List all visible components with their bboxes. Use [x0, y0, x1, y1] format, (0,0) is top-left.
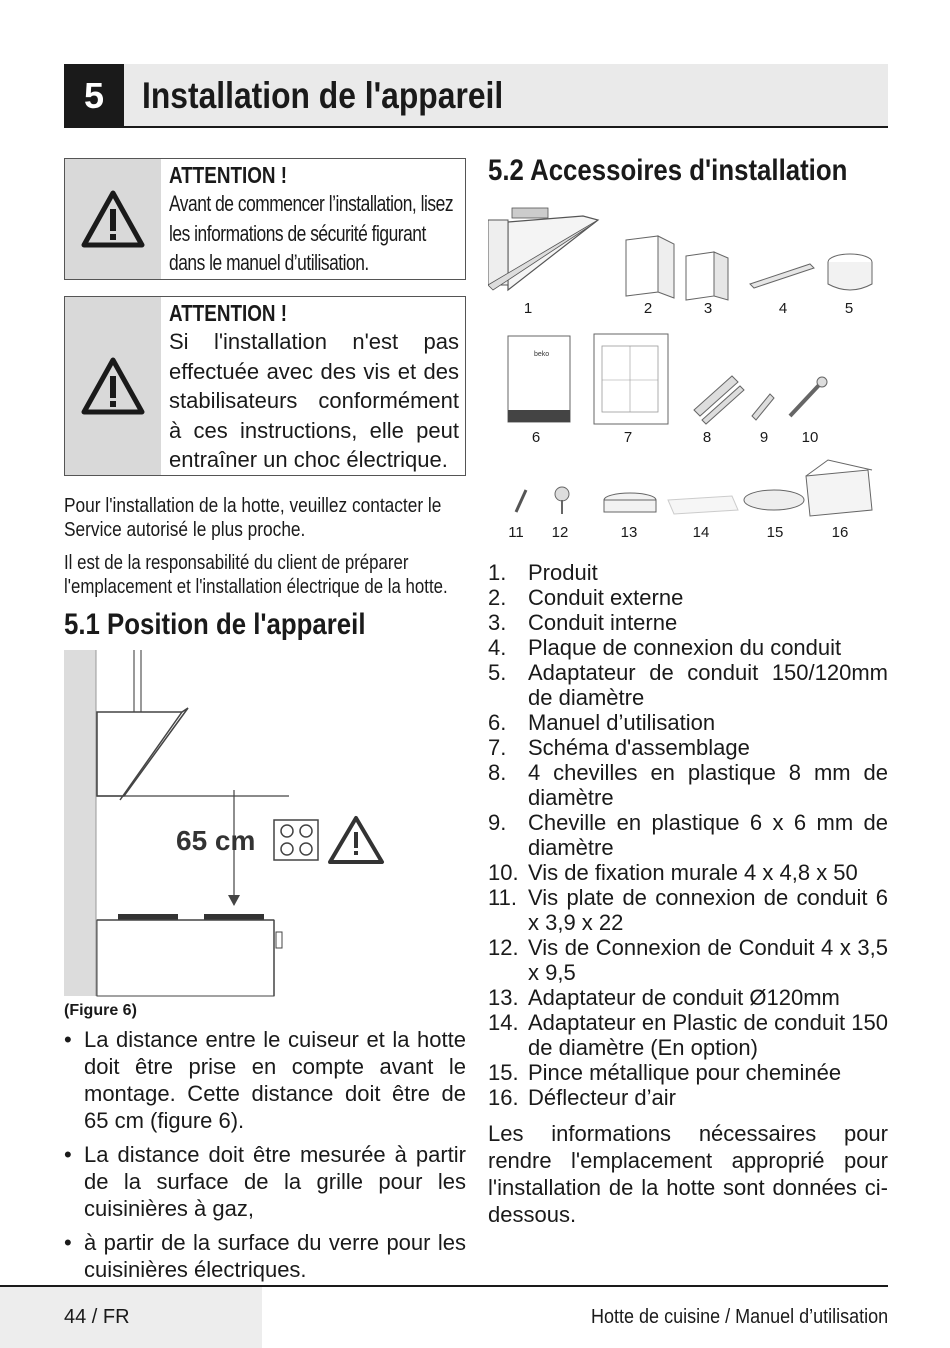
- figure-label: 10: [801, 429, 819, 446]
- figure-label: 7: [623, 429, 633, 446]
- figure-label: 9: [759, 429, 769, 446]
- list-item: 4. Plaque de connexion du conduit: [488, 635, 842, 660]
- chapter-number: 5: [64, 64, 124, 128]
- footer-divider: [0, 1285, 888, 1287]
- figure-label: 6: [531, 429, 541, 446]
- hood-position-figure: [64, 650, 394, 1000]
- figure-label: 13: [620, 524, 638, 541]
- figure-label: 14: [692, 524, 710, 541]
- figure-label: 4: [778, 300, 788, 317]
- list-item: 15. Pince métallique pour cheminée: [488, 1060, 842, 1085]
- intro-paragraph-2: Il est de la responsabilité du client de préparer l'emplacement et l'installation électrique de la hotte.: [64, 552, 448, 598]
- figure-label: 15: [766, 524, 784, 541]
- list-item: 3. Conduit interne: [488, 610, 678, 635]
- list-item: 16. Déflecteur d’air: [488, 1085, 676, 1110]
- figure-label: 3: [703, 300, 713, 317]
- list-item: 14. Adaptateur en Plastic de conduit 150 de diamètre (En option): [488, 1010, 888, 1060]
- figure-label: 16: [831, 524, 849, 541]
- list-item: • à partir de la surface du verre pour les cuisinières électriques.: [64, 1230, 466, 1282]
- figure-label: 5: [844, 300, 854, 317]
- figure-label: 2: [643, 300, 653, 317]
- accessories-list: [488, 560, 888, 1110]
- footer-title: Hotte de cuisine / Manuel d’utilisation: [590, 1306, 888, 1328]
- figure-label: 11: [508, 524, 524, 541]
- chapter-title: Installation de l'appareil: [142, 75, 504, 116]
- list-item: 10. Vis de fixation murale 4 x 4,8 x 50: [488, 860, 858, 885]
- warning-text: Si l'installation n'est pas effectuée avec des vis et des stabilisateurs conformément à ces instructions, elle peut entraîner un choc électrique.: [169, 329, 459, 472]
- list-item: 8. 4 chevilles en plastique 8 mm de diamètre: [488, 760, 888, 810]
- footer-shade: [0, 1287, 262, 1348]
- warning-box-2: [64, 296, 466, 476]
- list-item: 12. Vis de Connexion de Conduit 4 x 3,5 x 9,5: [488, 935, 888, 985]
- list-item: • La distance doit être mesurée à partir de la surface de la grille pour les cuisinières à gaz,: [64, 1142, 466, 1221]
- warning-icon: [65, 297, 161, 475]
- list-item: 7. Schéma d'assemblage: [488, 735, 750, 760]
- list-item: • La distance entre le cuiseur et la hotte doit être prise en compte avant le montage. Cette distance doit être de 65 cm (figure 6).: [64, 1027, 466, 1133]
- page-number: 44 / FR: [64, 1306, 130, 1328]
- list-item: 11. Vis plate de connexion de conduit 6 x 3,9 x 22: [488, 885, 888, 935]
- warning-title: ATTENTION !: [169, 162, 288, 188]
- list-item: 1. Produit: [488, 560, 598, 585]
- intro-paragraph-1: Pour l'installation de la hotte, veuillez contacter le Service autorisé le plus proche.: [64, 495, 442, 541]
- list-item: 9. Cheville en plastique 6 x 6 mm de diamètre: [488, 810, 888, 860]
- figure-label: 1: [523, 300, 533, 317]
- figure-caption: (Figure 6): [64, 1002, 137, 1019]
- accessories-figure: [488, 200, 888, 550]
- warning-icon: [65, 159, 161, 279]
- warning-text: Avant de commencer l’installation, lisez les informations de sécurité figurant dans le manuel d’utilisation.: [169, 191, 454, 275]
- distance-label: 65 cm: [176, 825, 256, 856]
- list-item: 6. Manuel d’utilisation: [488, 710, 716, 735]
- warning-box-1: [64, 158, 466, 280]
- closing-paragraph: Les informations nécessaires pour rendre l'emplacement approprié pour l'installation de la hotte sont données ci-dessous.: [488, 1121, 888, 1227]
- list-item: 5. Adaptateur de conduit 150/120mm de diamètre: [488, 660, 888, 710]
- figure-label: 12: [551, 524, 569, 541]
- warning-title: ATTENTION !: [169, 300, 288, 326]
- chapter-header: [64, 64, 888, 128]
- section-title-accessories: 5.2 Accessoires d'installation: [488, 154, 848, 187]
- section-title-position: 5.1 Position de l'appareil: [64, 608, 366, 641]
- svg-text:beko: beko: [534, 351, 550, 358]
- figure-label: 8: [702, 429, 712, 446]
- list-item: 13. Adaptateur de conduit Ø120mm: [488, 985, 840, 1010]
- list-item: 2. Conduit externe: [488, 585, 684, 610]
- position-bullet-list: [64, 1026, 466, 1290]
